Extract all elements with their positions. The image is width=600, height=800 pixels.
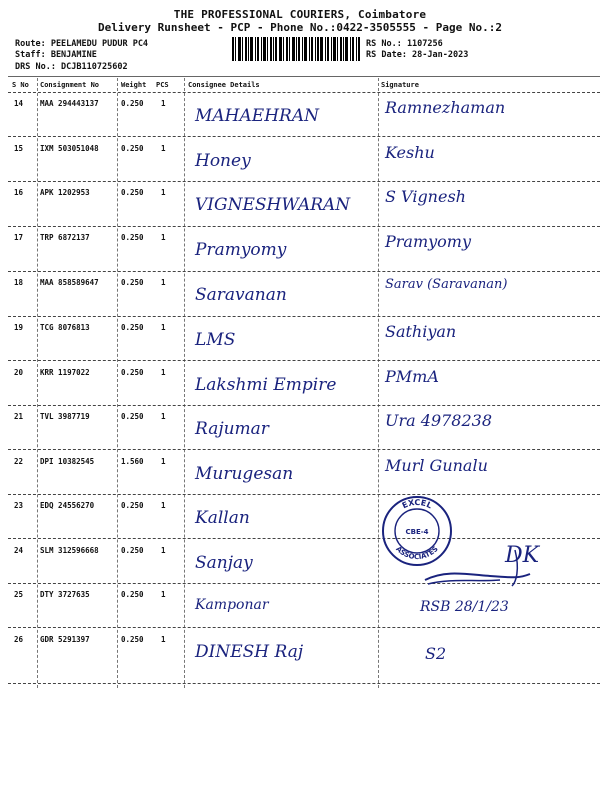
row-consignee-handwriting: Kamponar: [195, 597, 269, 613]
row-weight: 0.250: [121, 278, 144, 287]
row-consignment-no: MAA 294443137: [40, 99, 99, 108]
row-consignee-handwriting: Murugesan: [195, 464, 294, 484]
row-pcs: 1: [161, 99, 166, 108]
row-sno: 20: [14, 368, 24, 377]
row-signature: S2: [425, 644, 447, 663]
row-pcs: 1: [161, 635, 166, 644]
row-consignee-handwriting: Honey: [195, 151, 251, 171]
col-pcs: PCS: [156, 81, 169, 89]
table-row: [0, 452, 600, 496]
row-consignment-no: KRR 1197022: [40, 368, 90, 377]
stamp-code: CBE-4: [405, 528, 429, 536]
table-row: [0, 363, 600, 407]
row-sno: 24: [14, 546, 24, 555]
col-signature: Signature: [381, 81, 419, 89]
row-consignee-handwriting: Rajumar: [195, 419, 269, 439]
route-label: Route: PEELAMEDU PUDUR PC4: [15, 39, 149, 49]
signature-scribble: [420, 540, 570, 590]
row-signature: Keshu: [385, 143, 435, 162]
row-signature: Sarav (Saravanan): [385, 277, 508, 292]
row-consignment-no: DPI 10382545: [40, 457, 95, 466]
col-consignment: Consignment No: [40, 81, 100, 89]
row-signature: Murl Gunalu: [385, 456, 488, 475]
row-sno: 22: [14, 457, 24, 466]
row-divider: [8, 405, 600, 406]
row-divider: [8, 136, 600, 137]
table-row: [0, 139, 600, 183]
row-signature: Sathiyan: [385, 322, 457, 341]
table-row: [0, 228, 600, 272]
row-divider: [8, 494, 600, 495]
row-divider: [8, 360, 600, 361]
row-signature: Ura 4978238: [385, 411, 493, 430]
row-pcs: 1: [161, 323, 166, 332]
row-pcs: 1: [161, 546, 166, 555]
row-sno: 15: [14, 144, 24, 153]
header-rule-bottom: [8, 92, 600, 93]
table-row: [0, 407, 600, 451]
row-sno: 21: [14, 412, 24, 421]
row-divider: [8, 181, 600, 182]
table-row: [0, 585, 600, 629]
row-signature: PMmA: [385, 367, 439, 386]
table-row: [0, 183, 600, 227]
row-consignee-handwriting: MAHAEHRAN: [195, 106, 319, 126]
row-consignee-handwriting: Saravanan: [195, 285, 287, 305]
table-row: [0, 273, 600, 317]
row-weight: 0.250: [121, 188, 144, 197]
row-consignee-handwriting: Pramyomy: [195, 240, 287, 260]
row-consignment-no: GDR 5291397: [40, 635, 90, 644]
row-divider: [8, 538, 600, 539]
row-pcs: 1: [161, 188, 166, 197]
row-sno: 17: [14, 233, 24, 242]
company-title: THE PROFESSIONAL COURIERS, Coimbatore: [173, 8, 427, 21]
row-sno: 25: [14, 590, 24, 599]
row-pcs: 1: [161, 501, 166, 510]
row-weight: 0.250: [121, 590, 144, 599]
row-signature: RSB 28/1/23: [420, 599, 509, 615]
stamp-text-top: EXCEL: [400, 497, 434, 511]
row-consignment-no: APK 1202953: [40, 188, 90, 197]
col-consignee-details: Consignee Details: [188, 81, 260, 89]
row-sno: 18: [14, 278, 24, 287]
row-consignment-no: IXM 503051048: [40, 144, 99, 153]
row-consignment-no: SLM 312596668: [40, 546, 99, 555]
row-consignee-handwriting: Lakshmi Empire: [195, 375, 337, 395]
row-sno: 16: [14, 188, 24, 197]
row-weight: 0.250: [121, 635, 144, 644]
row-consignee-handwriting: Sanjay: [195, 553, 253, 573]
row-weight: 0.250: [121, 368, 144, 377]
row-consignee-handwriting: DINESH Raj: [195, 642, 304, 662]
table-row: [0, 318, 600, 362]
col-sno: S No: [12, 81, 29, 89]
stamp-text-bottom: ASSOCIATES: [394, 544, 440, 562]
row-weight: 0.250: [121, 323, 144, 332]
barcode: [232, 37, 360, 61]
row-weight: 1.560: [121, 457, 144, 466]
runsheet-subtitle: Delivery Runsheet - PCP - Phone No.:0422-3505555 - Page No.:2: [98, 21, 502, 34]
rs-date: RS Date: 28-Jan-2023: [366, 50, 469, 60]
row-divider: [8, 449, 600, 450]
row-divider: [8, 683, 600, 684]
row-divider: [8, 627, 600, 628]
row-consignee-handwriting: LMS: [195, 330, 236, 350]
row-signature: Ramnezhaman: [385, 98, 506, 117]
row-consignment-no: TVL 3987719: [40, 412, 90, 421]
row-pcs: 1: [161, 144, 166, 153]
row-signature: S Vignesh: [385, 187, 466, 206]
row-signature: DK: [505, 543, 540, 568]
row-weight: 0.250: [121, 546, 144, 555]
table-row: [0, 630, 600, 674]
row-pcs: 1: [161, 590, 166, 599]
table-row: [0, 496, 600, 540]
row-consignment-no: DTY 3727635: [40, 590, 90, 599]
row-pcs: 1: [161, 233, 166, 242]
row-pcs: 1: [161, 278, 166, 287]
row-divider: [8, 316, 600, 317]
row-weight: 0.250: [121, 99, 144, 108]
col-weight: Weight: [121, 81, 147, 89]
row-pcs: 1: [161, 412, 166, 421]
drs-number: DRS No.: DCJB110725602: [15, 62, 128, 72]
table-row: [0, 94, 600, 138]
row-consignment-no: TCG 8076813: [40, 323, 90, 332]
staff-label: Staff: BENJAMINE: [15, 50, 97, 60]
header-rule-top: [8, 76, 600, 77]
row-consignment-no: TRP 6872137: [40, 233, 90, 242]
row-weight: 0.250: [121, 233, 144, 242]
row-sno: 19: [14, 323, 24, 332]
rs-number: RS No.: 1107256: [366, 39, 443, 49]
row-sno: 14: [14, 99, 24, 108]
row-weight: 0.250: [121, 412, 144, 421]
row-pcs: 1: [161, 368, 166, 377]
row-pcs: 1: [161, 457, 166, 466]
row-consignment-no: EDQ 24556270: [40, 501, 95, 510]
row-consignment-no: MAA 858589647: [40, 278, 99, 287]
row-consignee-handwriting: VIGNESHWARAN: [195, 195, 351, 215]
row-signature: Pramyomy: [385, 232, 472, 251]
row-consignee-handwriting: Kallan: [195, 508, 250, 528]
row-weight: 0.250: [121, 501, 144, 510]
row-divider: [8, 271, 600, 272]
row-divider: [8, 226, 600, 227]
row-weight: 0.250: [121, 144, 144, 153]
row-sno: 23: [14, 501, 24, 510]
row-sno: 26: [14, 635, 24, 644]
